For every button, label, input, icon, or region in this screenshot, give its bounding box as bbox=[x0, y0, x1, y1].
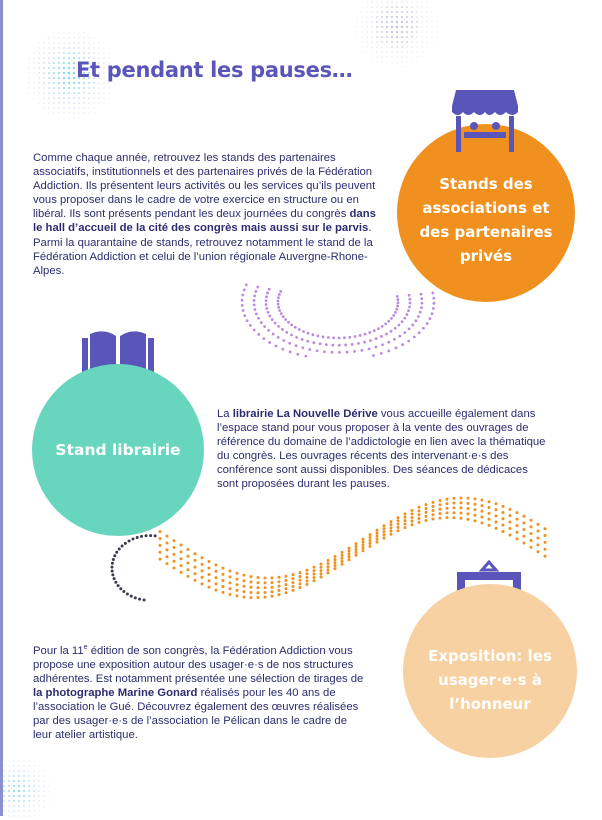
exposition-text-1b: édition de son congrès, la Fédération Addiction vous propose une exposition autour des usager·e·s de nos structures adhérentes. Est notamment présentée une sélection de tirages de bbox=[33, 644, 364, 685]
exposition-text-bold: la photographe Marine Gonard bbox=[33, 687, 198, 700]
exposition-text-1a: Pour la 11 bbox=[33, 644, 84, 657]
violet-dotted-arcs bbox=[228, 262, 428, 352]
librairie-text-bold: librairie La Nouvelle Dérive bbox=[232, 408, 378, 420]
librairie-text-2: vous accueille également dans l’espace stand pour vous proposer à la vente des ouvrages de référence du domaine de l’addictologie en lien avec la thématique du congrès. Les ouvrages récents des intervenant·e·s des conférence sont aussi disponibles. Des séances de dédicaces sont proposées durant les pauses. bbox=[217, 408, 546, 491]
stands-paragraph bbox=[33, 151, 388, 278]
stands-text-bold: dans le hall d’accueil de la cité des congrès mais aussi sur le parvis bbox=[33, 208, 376, 235]
librairie-text-1: La bbox=[217, 408, 233, 420]
exposition-text-2: réalisés pour les 40 ans de l’association le Gué. Découvrez également des œuvres réalisées par des usager·e·s de l’association le Pélican dans le cadre de leur atelier artistique. bbox=[33, 687, 359, 742]
librairie-circle-label: Stand librairie bbox=[55, 441, 181, 459]
stands-circle-label: Stands des associations et des partenaires privés bbox=[419, 175, 553, 265]
page-edge bbox=[0, 0, 3, 816]
page-title: Et pendant les pauses… bbox=[76, 58, 353, 82]
librairie-paragraph bbox=[217, 407, 547, 492]
market-stall-icon bbox=[450, 88, 520, 152]
exposition-circle-label: Exposition: les usager·e·s à l’honneur bbox=[428, 647, 552, 713]
exposition-paragraph bbox=[33, 641, 368, 742]
dotted-halftone-top-right bbox=[336, 0, 456, 70]
exposition-circle bbox=[403, 584, 577, 758]
dotted-halftone-bottom-left bbox=[0, 740, 70, 820]
stands-text-1: Comme chaque année, retrouvez les stands des partenaires associatifs, institutionnels et des partenaires privés de la Fédération Addiction. Ils présentent leurs activités ou les services qu’ils peuvent vous proposer dans le cadre de votre exercice en structure ou en libéral. Ils sont présents pendant les deux journées du congrès bbox=[33, 152, 376, 221]
exposition-superscript: e bbox=[83, 644, 88, 651]
stands-text-2: . Parmi la quarantaine de stands, retrouvez notamment le stand de la Fédération Addiction et celui de l’union régionale Auvergne-Rhone-Alpes. bbox=[33, 222, 373, 277]
